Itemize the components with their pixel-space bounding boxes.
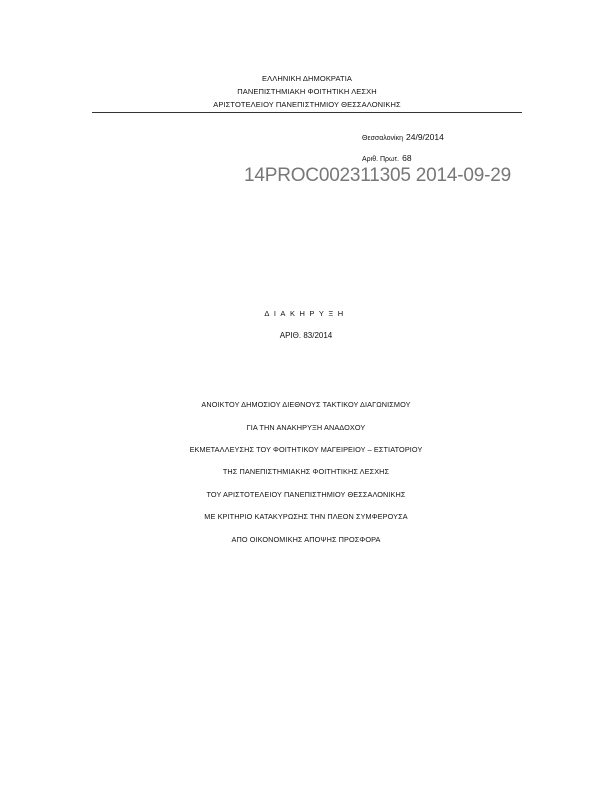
protocol-number: 68 — [402, 153, 412, 163]
subject-line: ΑΠΟ ΟΙΚΟΝΟΜΙΚΗΣ ΑΠΟΨΗΣ ΠΡΟΣΦΟΡΑ — [231, 535, 381, 544]
number-value: 83/2014 — [303, 331, 333, 340]
date-line — [362, 132, 444, 142]
place-label: Θεσσαλονίκη — [362, 135, 403, 142]
subject-line: ΤΗΣ ΠΑΝΕΠΙΣΤΗΜΙΑΚΗΣ ΦΟΙΤΗΤΙΚΗΣ ΛΕΣΧΗΣ — [222, 467, 390, 476]
subject-line: ΑΝΟΙΚΤΟΥ ΔΗΜΟΣΙΟΥ ΔΙΕΘΝΟΥΣ ΤΑΚΤΙΚΟΥ ΔΙΑΓΩΝΙΣΜΟΥ — [201, 400, 411, 409]
document-title: ΔΙΑΚΗΡΥΞΗ — [264, 309, 348, 318]
subject-line: ΓΙΑ ΤΗΝ ΑΝΑΚΗΡΥΞΗ ΑΝΑΔΟΧΟΥ — [246, 423, 366, 432]
number-label: ΑΡΙΘ. — [279, 331, 302, 340]
protocol-label: Αριθ. Πρωτ. — [362, 156, 400, 163]
subject-line: ΤΟΥ ΑΡΙΣΤΟΤΕΛΕΙΟΥ ΠΑΝΕΠΙΣΤΗΜΙΟΥ ΘΕΣΣΑΛΟΝΙΚΗΣ — [206, 490, 406, 499]
subject-line: ΕΚΜΕΤΑΛΛΕΥΣΗΣ ΤΟΥ ΦΟΙΤΗΤΙΚΟΥ ΜΑΓΕΙΡΕΙΟΥ – ΕΣΤΙΑΤΟΡΙΟΥ — [189, 445, 423, 454]
protocol-line — [362, 153, 412, 163]
date-value: 24/9/2014 — [406, 132, 444, 142]
header-line-republic: ΕΛΛΗΝΙΚΗ ΔΗΜΟΚΡΑΤΙΑ — [262, 74, 352, 83]
declaration-number — [0, 331, 612, 340]
reference-code: 14PROC002311305 2014-09-29 — [244, 165, 511, 186]
header-line-university: ΑΡΙΣΤΟΤΕΛΕΙΟΥ ΠΑΝΕΠΙΣΤΗΜΙΟΥ ΘΕΣΣΑΛΟΝΙΚΗΣ — [213, 100, 401, 109]
header-divider — [92, 112, 522, 113]
subject-line: ΜΕ ΚΡΙΤΗΡΙΟ ΚΑΤΑΚΥΡΩΣΗΣ ΤΗΝ ΠΛΕΟΝ ΣΥΜΦΕΡΟΥΣΑ — [204, 512, 408, 521]
header-line-club: ΠΑΝΕΠΙΣΤΗΜΙΑΚΗ ΦΟΙΤΗΤΙΚΗ ΛΕΣΧΗ — [237, 87, 377, 96]
